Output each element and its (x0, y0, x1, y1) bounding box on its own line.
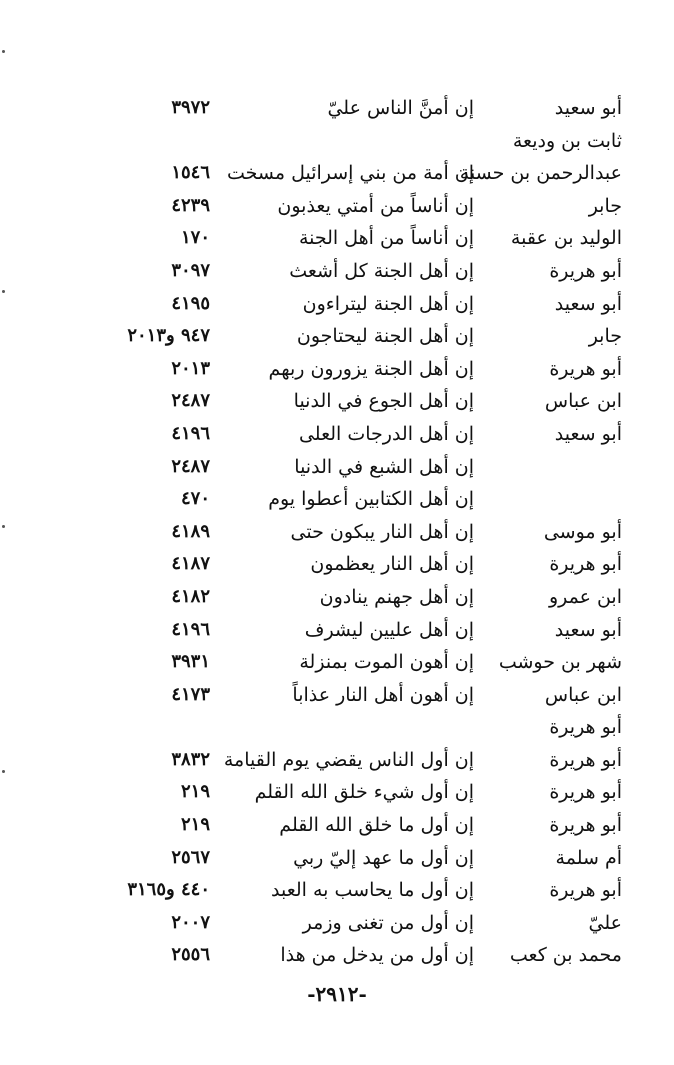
narrator-name: عبدالرحمن بن حسنة (459, 162, 622, 185)
hadith-number: ٤٢٣٩ (171, 194, 210, 216)
index-row (0, 809, 674, 842)
index-row (0, 353, 674, 386)
index-row (0, 516, 674, 549)
hadith-number: ٣٨٣٢ (171, 748, 210, 770)
hadith-opening: إن أول شيء خلق الله القلم (254, 781, 474, 804)
page-number: -٢٩١٢- (307, 982, 367, 1006)
hadith-number: ٢٠١٣ (171, 357, 210, 379)
hadith-number: ٤١٨٩ (171, 520, 210, 542)
hadith-opening: إن أهل الجنة كل أشعث (289, 259, 474, 282)
hadith-number: ٢١٩ (180, 781, 210, 803)
index-row (0, 614, 674, 647)
hadith-opening: إن أهل النار يبكون حتى (290, 520, 474, 543)
narrator-name: عليّ (588, 911, 622, 934)
hadith-number: ٢٥٥٦ (171, 944, 210, 966)
index-row (0, 418, 674, 451)
narrator-name: أبو موسى (543, 520, 622, 543)
index-row (0, 385, 674, 418)
hadith-number: ٤١٧٣ (171, 683, 210, 705)
hadith-opening: إن أهون الموت بمنزلة (299, 651, 474, 674)
index-row (0, 288, 674, 321)
hadith-opening: إن أهل الجوع في الدنيا (293, 390, 474, 413)
index-row (0, 776, 674, 809)
hadith-number: ٤١٩٦ (171, 618, 210, 640)
hadith-opening: إن أهل الدرجات العلى (298, 422, 474, 445)
hadith-number: ٩٤٧ و٢٠١٣ (127, 325, 210, 347)
index-row (0, 646, 674, 679)
narrator-name: ثابت بن وديعة (512, 129, 622, 152)
index-row (0, 744, 674, 777)
hadith-number: ٤٤٠ و٣١٦٥ (127, 879, 210, 901)
index-row (0, 939, 674, 972)
hadith-opening: إن أول ما عهد إليّ ربي (293, 846, 474, 869)
hadith-number: ٤١٩٥ (171, 292, 210, 314)
narrator-name: ابن عباس (544, 390, 622, 413)
index-row (0, 711, 674, 744)
hadith-number: ٣٩٧٢ (171, 97, 210, 118)
hadith-opening: إن أناساً من أهل الجنة (298, 227, 474, 250)
hadith-opening: إن أول الناس يقضي يوم القيامة (223, 748, 474, 771)
hadith-opening: إن أمة من بني إسرائيل مسخت (227, 162, 474, 185)
index-rows (0, 92, 674, 972)
narrator-name: ابن عمرو (548, 585, 622, 608)
hadith-number: ٤١٩٦ (171, 422, 210, 444)
hadith-opening: إن أهل الكتابين أعطوا يوم (268, 488, 474, 511)
hadith-number: ٢٠٠٧ (171, 911, 210, 933)
index-row (0, 842, 674, 875)
narrator-name: أبو سعيد (554, 97, 622, 119)
hadith-number: ٤١٨٧ (171, 553, 210, 575)
index-row (0, 92, 674, 125)
narrator-name: أبو هريرة (549, 553, 622, 576)
narrator-name: الوليد بن عقبة (510, 227, 622, 250)
hadith-number: ١٥٤٦ (171, 162, 210, 184)
narrator-name: أبو هريرة (549, 748, 622, 771)
index-row (0, 157, 674, 190)
hadith-opening: إن أهل النار يعظمون (310, 553, 474, 576)
hadith-opening: إن أول ما يحاسب به العبد (271, 879, 474, 902)
hadith-number: ٢٤٨٧ (171, 390, 210, 412)
index-row (0, 679, 674, 712)
narrator-name: أم سلمة (555, 846, 622, 869)
index-row (0, 548, 674, 581)
hadith-number: ٢٤٨٧ (171, 455, 210, 477)
index-row (0, 190, 674, 223)
index-row (0, 483, 674, 516)
narrator-name: أبو هريرة (549, 259, 622, 282)
hadith-opening: إن أمنَّ الناس عليّ (327, 97, 474, 119)
hadith-number: ٣٠٩٧ (171, 259, 210, 281)
index-row (0, 451, 674, 484)
hadith-opening: إن أول من تغنى وزمر (302, 911, 474, 934)
narrator-name: جابر (588, 325, 622, 348)
scan-mark (2, 50, 5, 53)
hadith-number: ٢٥٦٧ (171, 846, 210, 868)
hadith-number: ١٧٠ (180, 227, 210, 249)
narrator-name: شهر بن حوشب (498, 651, 622, 674)
hadith-opening: إن أول ما خلق الله القلم (279, 814, 474, 837)
narrator-name: أبو هريرة (549, 781, 622, 804)
hadith-opening: إن أهون أهل النار عذاباً (292, 683, 474, 706)
hadith-opening: إن أهل الجنة يزورون ربهم (268, 357, 474, 380)
hadith-number: ٤١٨٢ (171, 585, 210, 607)
hadith-opening: إن أهل الشبع في الدنيا (294, 455, 474, 478)
narrator-name: محمد بن كعب (509, 944, 622, 967)
index-row (0, 907, 674, 940)
hadith-opening: إن أناساً من أمتي يعذبون (277, 194, 474, 217)
hadith-opening: إن أهل الجنة ليحتاجون (296, 325, 474, 348)
index-row (0, 222, 674, 255)
index-row (0, 581, 674, 614)
narrator-name: أبو سعيد (554, 618, 622, 641)
index-row (0, 320, 674, 353)
index-row (0, 125, 674, 158)
index-row (0, 255, 674, 288)
hadith-number: ٢١٩ (180, 814, 210, 836)
narrator-name: أبو سعيد (554, 422, 622, 445)
index-row (0, 874, 674, 907)
hadith-opening: إن أهل الجنة ليتراءون (302, 292, 474, 315)
narrator-name: جابر (588, 194, 622, 217)
hadith-number: ٤٧٠ (180, 488, 210, 510)
hadith-opening: إن أهل عليين ليشرف (304, 618, 474, 641)
hadith-opening: إن أهل جهنم ينادون (319, 585, 474, 608)
hadith-number: ٣٩٣١ (171, 651, 210, 673)
narrator-name: أبو هريرة (549, 716, 622, 739)
hadith-opening: إن أول من يدخل من هذا (280, 944, 474, 967)
narrator-name: أبو هريرة (549, 879, 622, 902)
narrator-name: أبو هريرة (549, 357, 622, 380)
narrator-name: أبو سعيد (554, 292, 622, 315)
narrator-name: ابن عباس (544, 683, 622, 706)
narrator-name: أبو هريرة (549, 814, 622, 837)
